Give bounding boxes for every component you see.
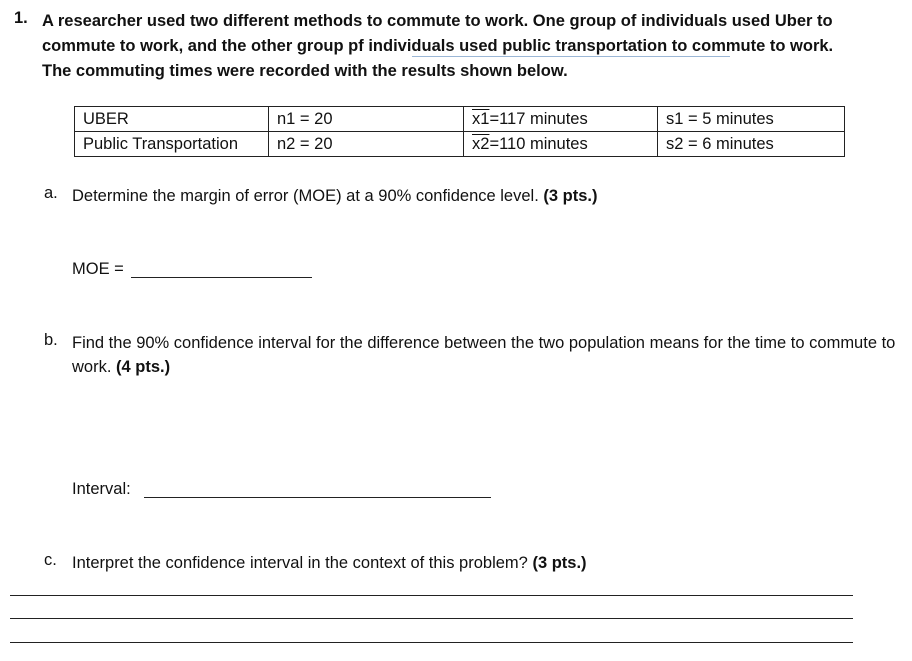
part-b-prompt <box>72 331 907 379</box>
mean-cell <box>464 107 658 132</box>
interpretation-line-3[interactable] <box>10 642 853 643</box>
part-b-text: Find the 90% confidence interval for the difference between the two population means for the time to commute to work. <box>72 334 896 376</box>
part-c-points: (3 pts.) <box>532 554 587 572</box>
part-a-text: Determine the margin of error (MOE) at a 90% confidence level. <box>72 187 539 205</box>
std-dev-cell: s2 = 6 minutes <box>658 132 845 157</box>
question-line-3: The commuting times were recorded with the results shown below. <box>42 62 568 80</box>
part-c-prompt <box>72 551 907 575</box>
part-c-text: Interpret the confidence interval in the context of this problem? <box>72 554 528 572</box>
interpretation-line-1[interactable] <box>10 595 853 596</box>
table-row <box>75 132 845 157</box>
interval-answer-blank[interactable] <box>144 481 491 498</box>
mean-cell <box>464 132 658 157</box>
table-row <box>75 107 845 132</box>
sample-size-cell: n1 = 20 <box>269 107 464 132</box>
mean-value: =117 minutes <box>489 110 588 128</box>
question-prompt <box>42 9 902 84</box>
mean-value: =110 minutes <box>489 135 588 153</box>
mean-symbol: x1 <box>472 110 490 128</box>
question-line-2: commute to work, and the other group pf individuals used public transportation to commute to work. <box>42 37 834 55</box>
part-a-points: (3 pts.) <box>543 187 598 205</box>
question-line-1: A researcher used two different methods to commute to work. One group of individuals used Uber to <box>42 12 833 30</box>
question-number: 1. <box>14 9 28 27</box>
sample-size-cell: n2 = 20 <box>269 132 464 157</box>
mean-symbol: x2 <box>472 135 490 153</box>
interpretation-line-2[interactable] <box>10 618 853 619</box>
std-dev-cell: s1 = 5 minutes <box>658 107 845 132</box>
part-b-points: (4 pts.) <box>116 358 171 376</box>
part-c-letter: c. <box>44 551 57 569</box>
part-a-letter: a. <box>44 184 58 202</box>
method-cell: Public Transportation <box>75 132 269 157</box>
underline-accent <box>412 56 730 57</box>
interval-label: Interval: <box>72 480 131 498</box>
part-b-letter: b. <box>44 331 58 349</box>
commute-data-table <box>74 106 845 157</box>
moe-label: MOE = <box>72 260 124 278</box>
part-a-prompt <box>72 184 907 208</box>
moe-answer-blank[interactable] <box>131 261 312 278</box>
method-cell: UBER <box>75 107 269 132</box>
